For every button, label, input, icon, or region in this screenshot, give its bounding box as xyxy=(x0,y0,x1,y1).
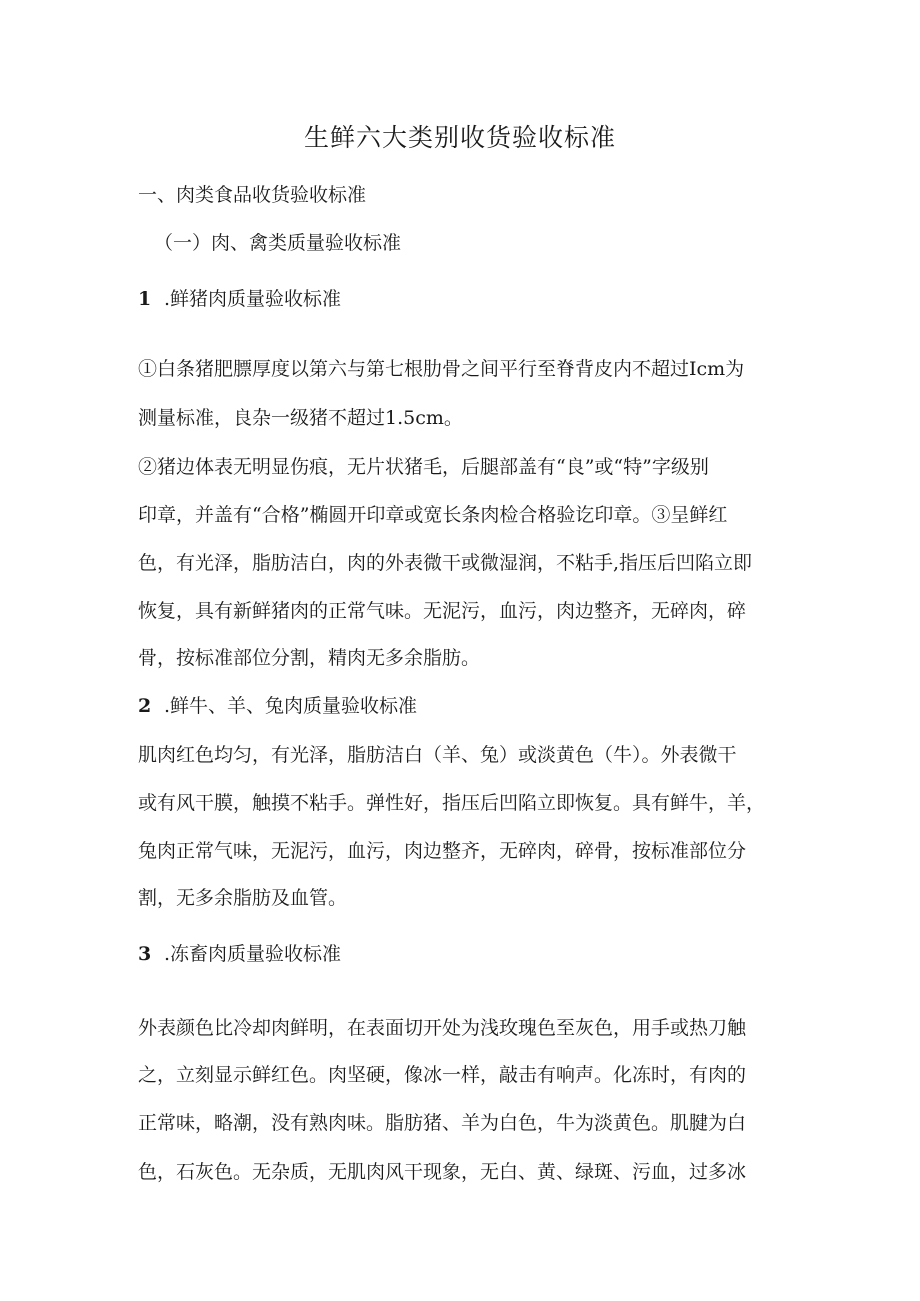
paragraph-line: 色，石灰色。无杂质，无肌肉风干现象，无白、黄、绿斑、污血，过多冰 xyxy=(138,1161,747,1183)
paragraph-line: 外表颜色比冷却肉鲜明，在表面切开处为浅玫瑰色至灰色，用手或热刀触 xyxy=(138,1017,747,1039)
subsection-heading: （一）肉、禽类质量验收标准 xyxy=(154,232,402,254)
paragraph-line: 之，立刻显示鲜红色。肉坚硬，像冰一样，敲击有响声。化冻时，有肉的 xyxy=(138,1064,747,1086)
paragraph-line: ②猪边体表无明显伤痕，无片状猪毛，后腿部盖有“良”或“特”字级别 xyxy=(138,456,709,478)
paragraph-line: 印章，并盖有“合格”椭圆开印章或宽长条肉检合格验讫印章。③呈鲜红 xyxy=(138,504,728,526)
paragraph-line: 兔肉正常气味，无泥污，血污，肉边整齐，无碎肉，碎骨，按标准部位分 xyxy=(138,840,747,862)
paragraph-line: 测量标准，良杂一级猪不超过1.5cm。 xyxy=(138,407,463,429)
paragraph-line: 正常味，略潮，没有熟肉味。脂肪猪、羊为白色，牛为淡黄色。肌腱为白 xyxy=(138,1112,747,1134)
paragraph-line: 肌肉红色均匀，有光泽，脂肪洁白（羊、兔）或淡黄色（牛）。外表微干 xyxy=(138,744,737,766)
item-title: .鲜牛、羊、兔肉质量验收标准 xyxy=(164,695,418,717)
item-heading xyxy=(138,691,788,721)
paragraph-line: 恢复，具有新鲜猪肉的正常气味。无泥污，血污，肉边整齐，无碎肉，碎 xyxy=(138,600,747,622)
item-title: .鲜猪肉质量验收标准 xyxy=(164,288,342,310)
paragraph-line: 色，有光泽，脂肪洁白，肉的外表微干或微湿润，不粘手,指压后凹陷立即 xyxy=(138,552,753,574)
paragraph-line: 割，无多余脂肪及血管。 xyxy=(138,887,348,909)
item-heading xyxy=(138,284,788,314)
item-number: 3 xyxy=(138,943,152,965)
item-number: 2 xyxy=(138,695,152,717)
paragraph-line: 骨，按标准部位分割，精肉无多余脂肪。 xyxy=(138,647,481,669)
item-number: 1 xyxy=(138,288,152,310)
document-title: 生鲜六大类别收货验收标准 xyxy=(303,123,616,152)
section-heading: 一、肉类食品收货验收标准 xyxy=(138,184,367,206)
paragraph-line: ①白条猪肥膘厚度以第六与第七根肋骨之间平行至脊背皮内不超过Icm为 xyxy=(138,358,745,380)
item-heading xyxy=(138,939,788,969)
paragraph-line: 或有风干膜，触摸不粘手。弹性好，指压后凹陷立即恢复。具有鲜牛，羊， xyxy=(138,792,766,814)
item-title: .冻畜肉质量验收标准 xyxy=(164,943,342,965)
